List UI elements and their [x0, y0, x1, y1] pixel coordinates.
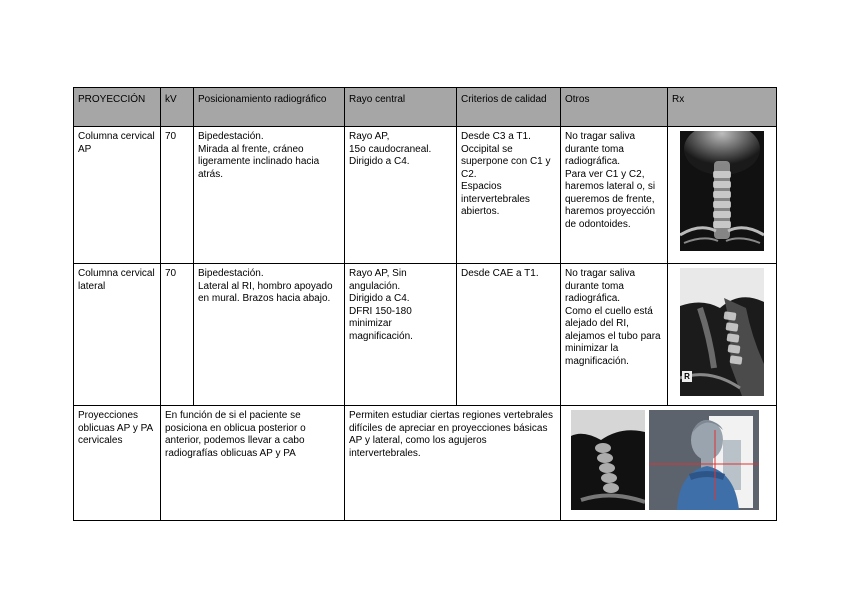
header-rx: Rx: [668, 88, 777, 127]
header-rayo-central: Rayo central: [345, 88, 457, 127]
side-marker-r: R: [682, 371, 692, 382]
cell-rayo-central: Rayo AP, 15o caudocraneal. Dirigido a C4.: [345, 127, 457, 264]
header-row: [74, 88, 777, 127]
cell-rx: [668, 264, 777, 406]
table-row: [74, 127, 777, 264]
cell-rx: [561, 406, 777, 521]
projection-table: [73, 87, 777, 521]
header-kv: kV: [161, 88, 194, 127]
header-proyeccion: PROYECCIÓN: [74, 88, 161, 127]
cell-kv: 70: [161, 264, 194, 406]
cell-rx: [668, 127, 777, 264]
header-otros: Otros: [561, 88, 668, 127]
table-row: [74, 406, 777, 521]
cell-posicionamiento: En función de si el paciente se posiciona en oblicua posterior o anterior, podemos llevar a cabo radiografías oblicuas AP y PA: [161, 406, 345, 521]
cell-rayo-central: Permiten estudiar ciertas regiones vertebrales difíciles de apreciar en proyecciones básicas AP y lateral, como los agujeros intervertebrales.: [345, 406, 561, 521]
cell-otros: No tragar saliva durante toma radiográfica. Para ver C1 y C2, haremos lateral o, si queremos de frente, haremos proyección de odontoides.: [561, 127, 668, 264]
cell-kv: 70: [161, 127, 194, 264]
cell-rayo-central: Rayo AP, Sin angulación. Dirigido a C4. DFRI 150-180 minimizar magnificación.: [345, 264, 457, 406]
cell-posicionamiento: Bipedestación. Lateral al RI, hombro apoyado en mural. Brazos hacia abajo.: [194, 264, 345, 406]
cell-posicionamiento: Bipedestación. Mirada al frente, cráneo ligeramente inclinado hacia atrás.: [194, 127, 345, 264]
xray-cervical-lateral-image: [680, 268, 764, 396]
cell-criterios: Desde C3 a T1. Occipital se superpone con C1 y C2. Espacios intervertebrales abiertos.: [457, 127, 561, 264]
xray-oblique-image: [571, 410, 645, 510]
cell-proyeccion: Columna cervical lateral: [74, 264, 161, 406]
xray-cervical-ap-image: [680, 131, 764, 251]
cell-proyeccion: Columna cervical AP: [74, 127, 161, 264]
table-row: [74, 264, 777, 406]
cell-criterios: Desde CAE a T1.: [457, 264, 561, 406]
oblique-images: [571, 410, 770, 510]
cell-proyeccion: Proyecciones oblicuas AP y PA cervicales: [74, 406, 161, 521]
header-criterios: Criterios de calidad: [457, 88, 561, 127]
patient-oblique-position-image: [649, 410, 759, 510]
header-posicionamiento: Posicionamiento radiográfico: [194, 88, 345, 127]
cell-otros: No tragar saliva durante toma radiográfica. Como el cuello está alejado del RI, alejamos el tubo para minimizar la magnificación.: [561, 264, 668, 406]
